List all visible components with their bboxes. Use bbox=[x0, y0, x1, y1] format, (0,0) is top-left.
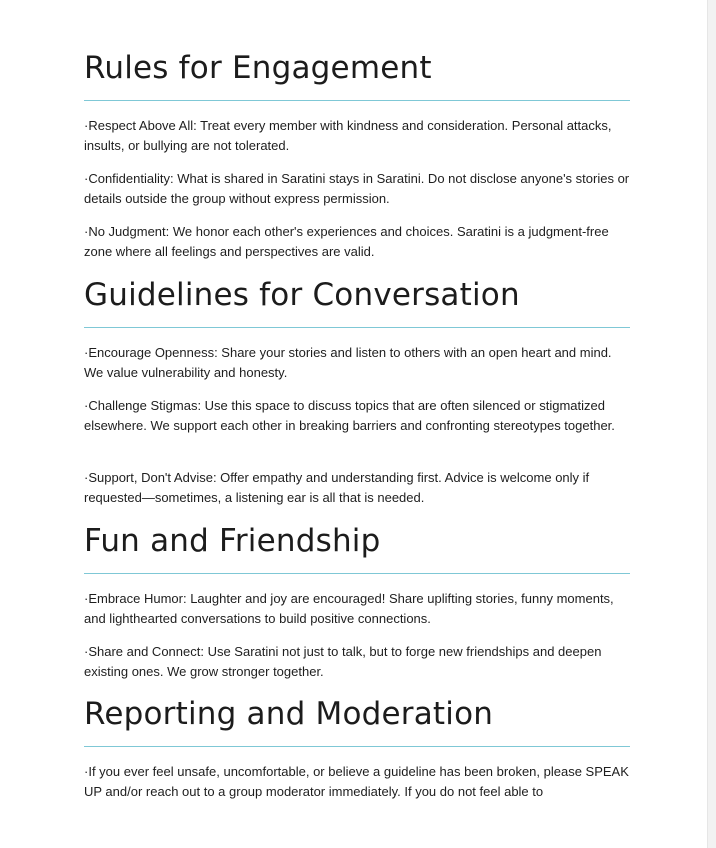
section-title-rules: Rules for Engagement bbox=[84, 50, 432, 86]
guideline-item-stigmas: ·Challenge Stigmas: Use this space to discuss topics that are often silenced or stigmatized elsewhere. We support each other in breaking barriers and confronting stereotypes together. bbox=[84, 398, 615, 433]
rule-item-no-judgment: ·No Judgment: We honor each other's experiences and choices. Saratini is a judgment-free zone where all feelings and perspectives are valid. bbox=[84, 224, 609, 259]
fun-item-connect: ·Share and Connect: Use Saratini not just to talk, but to forge new friendships and deepen existing ones. We grow stronger together. bbox=[84, 644, 602, 679]
section-divider bbox=[84, 573, 630, 574]
section-title-reporting: Reporting and Moderation bbox=[84, 696, 494, 732]
guideline-item-support: ·Support, Don't Advise: Offer empathy and understanding first. Advice is welcome only if requested—sometimes, a listening ear is all that is needed. bbox=[84, 470, 590, 505]
scrollbar-track[interactable] bbox=[707, 0, 716, 848]
section-title-fun: Fun and Friendship bbox=[84, 523, 381, 559]
section-title-guidelines: Guidelines for Conversation bbox=[84, 277, 520, 313]
guideline-item-openness: ·Encourage Openness: Share your stories and listen to others with an open heart and mind. We value vulnerability and honesty. bbox=[84, 345, 612, 380]
rule-item-respect: ·Respect Above All: Treat every member with kindness and consideration. Personal attacks, insults, or bullying are not tolerated. bbox=[84, 118, 612, 153]
rule-item-confidentiality: ·Confidentiality: What is shared in Saratini stays in Saratini. Do not disclose anyone's stories or details outside the group without express permission. bbox=[84, 171, 630, 206]
section-divider bbox=[84, 100, 630, 101]
section-divider bbox=[84, 746, 630, 747]
reporting-item: ·If you ever feel unsafe, uncomfortable, or believe a guideline has been broken, please SPEAK UP and/or reach out to a group moderator immediately. If you do not feel able to bbox=[84, 764, 629, 799]
fun-item-humor: ·Embrace Humor: Laughter and joy are encouraged! Share uplifting stories, funny moments, and lighthearted conversations to build positive connections. bbox=[84, 591, 614, 626]
section-divider bbox=[84, 327, 630, 328]
